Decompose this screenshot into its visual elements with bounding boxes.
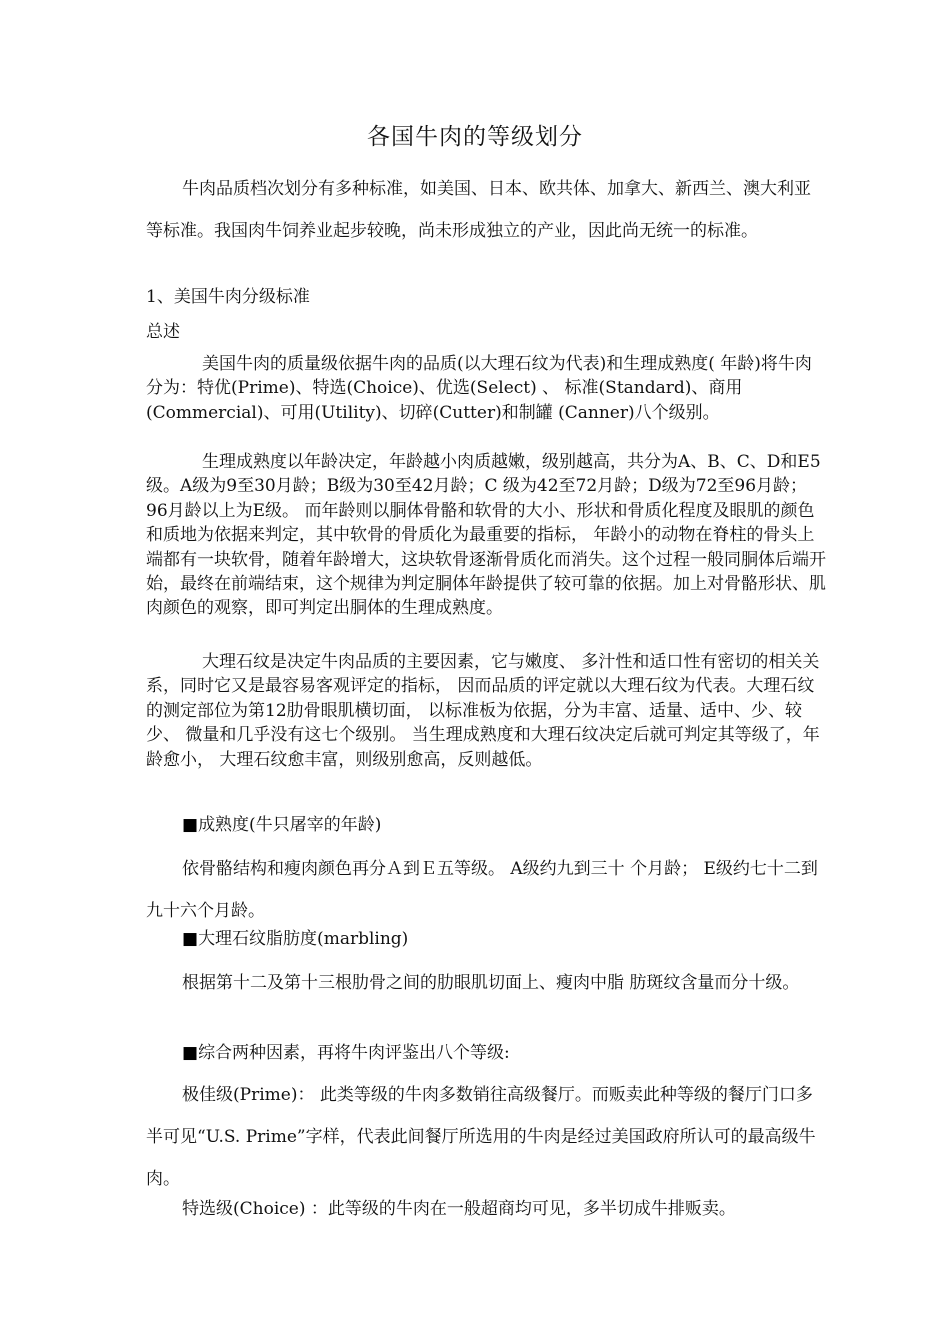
bullet-heading-maturity [146, 812, 826, 838]
marbling-paragraph: 大理石纹是决定牛肉品质的主要因素，它与嫩度、 多汁性和适口性有密切的相关关系，同时它又是最容易客观评定的指标， 因而品质的评定就以大理石纹为代表。大理石纹的测定部位为第12肋骨眼肌横切面， 以标准板为依据，分为丰富、适量、适中、少、较少、 微量和几乎没有这七个级别。 当生理成熟度和大理石纹决定后就可判定其等级了，年龄愈小， 大理石纹愈丰富，则级别愈高，反则越低。 [146, 652, 820, 770]
bullet-label: 综合两种因素，再将牛肉评鉴出八个等级: [198, 1043, 510, 1063]
maturity-paragraph: 生理成熟度以年龄决定，年龄越小肉质越嫩，级别越高，共分为A、B、C、D和E5级。A级为9至30月龄；B级为30至42月龄；C 级为42至72月龄；D级为72至96月龄；96月龄以上为E级。 而年龄则以胴体骨骼和软骨的大小、形状和骨质化程度及眼肌的颜色和质地为依据来判定，其中软骨的骨质化为最重要的指标， 年龄小的动物在脊柱的骨头上端都有一块软骨，随着年龄增大，这块软骨逐渐骨质化而消失。这个过程一般同胴体后端开始，最终在前端结束，这个规律为判定胴体年龄提供了较可靠的依据。加上对骨骼形状、肌肉颜色的观察，即可判定出胴体的生理成熟度。 [146, 452, 826, 619]
bullet-square-icon: ■ [182, 929, 199, 949]
prime-grade-paragraph: 极佳级(Prime)： 此类等级的牛肉多数销往高级餐厅。而贩卖此种等级的餐厅门口多半可见“U.S. Prime”字样，代表此间餐厅所选用的牛肉是经过美国政府所认可的最高级牛肉。 [146, 1085, 816, 1189]
bullet-label: 大理石纹脂肪度(marbling) [198, 929, 409, 949]
bullet-square-icon: ■ [182, 815, 199, 835]
quality-paragraph: 美国牛肉的质量级依据牛肉的品质(以大理石纹为代表)和生理成熟度( 年龄)将牛肉分为：特优(Prime)、特选(Choice)、优选(Select) 、 标准(Standard)、商用(Commercial)、可用(Utility)、切碎(Cutter)和制罐 (Canner)八个级别。 [146, 354, 812, 423]
bullet-label: 成熟度(牛只屠宰的年龄) [198, 815, 382, 835]
document-title: 各国牛肉的等级划分 [367, 124, 583, 150]
bullet-square-icon: ■ [182, 1043, 199, 1063]
choice-grade-paragraph: 特选级(Choice) ：此等级的牛肉在一般超商均可见，多半切成牛排贩卖。 [182, 1199, 736, 1219]
overview-heading: 总述 [146, 322, 180, 342]
section-heading: 1、美国牛肉分级标准 [146, 287, 310, 307]
bullet-heading-combined [146, 1040, 826, 1066]
maturity-grades-paragraph: 依骨骼结构和瘦肉颜色再分Ａ到Ｅ五等级。 A级约九到三十 个月龄； E级约七十二到九十六个月龄。 [146, 859, 818, 921]
bullet-heading-marbling [146, 926, 826, 952]
intro-paragraph: 牛肉品质档次划分有多种标准，如美国、日本、欧共体、加拿大、新西兰、澳大利亚等标准。我国肉牛饲养业起步较晚，尚未形成独立的产业，因此尚无统一的标准。 [146, 179, 811, 241]
marbling-grades-paragraph: 根据第十二及第十三根肋骨之间的肋眼肌切面上、瘦肉中脂 肪斑纹含量而分十级。 [182, 973, 800, 993]
